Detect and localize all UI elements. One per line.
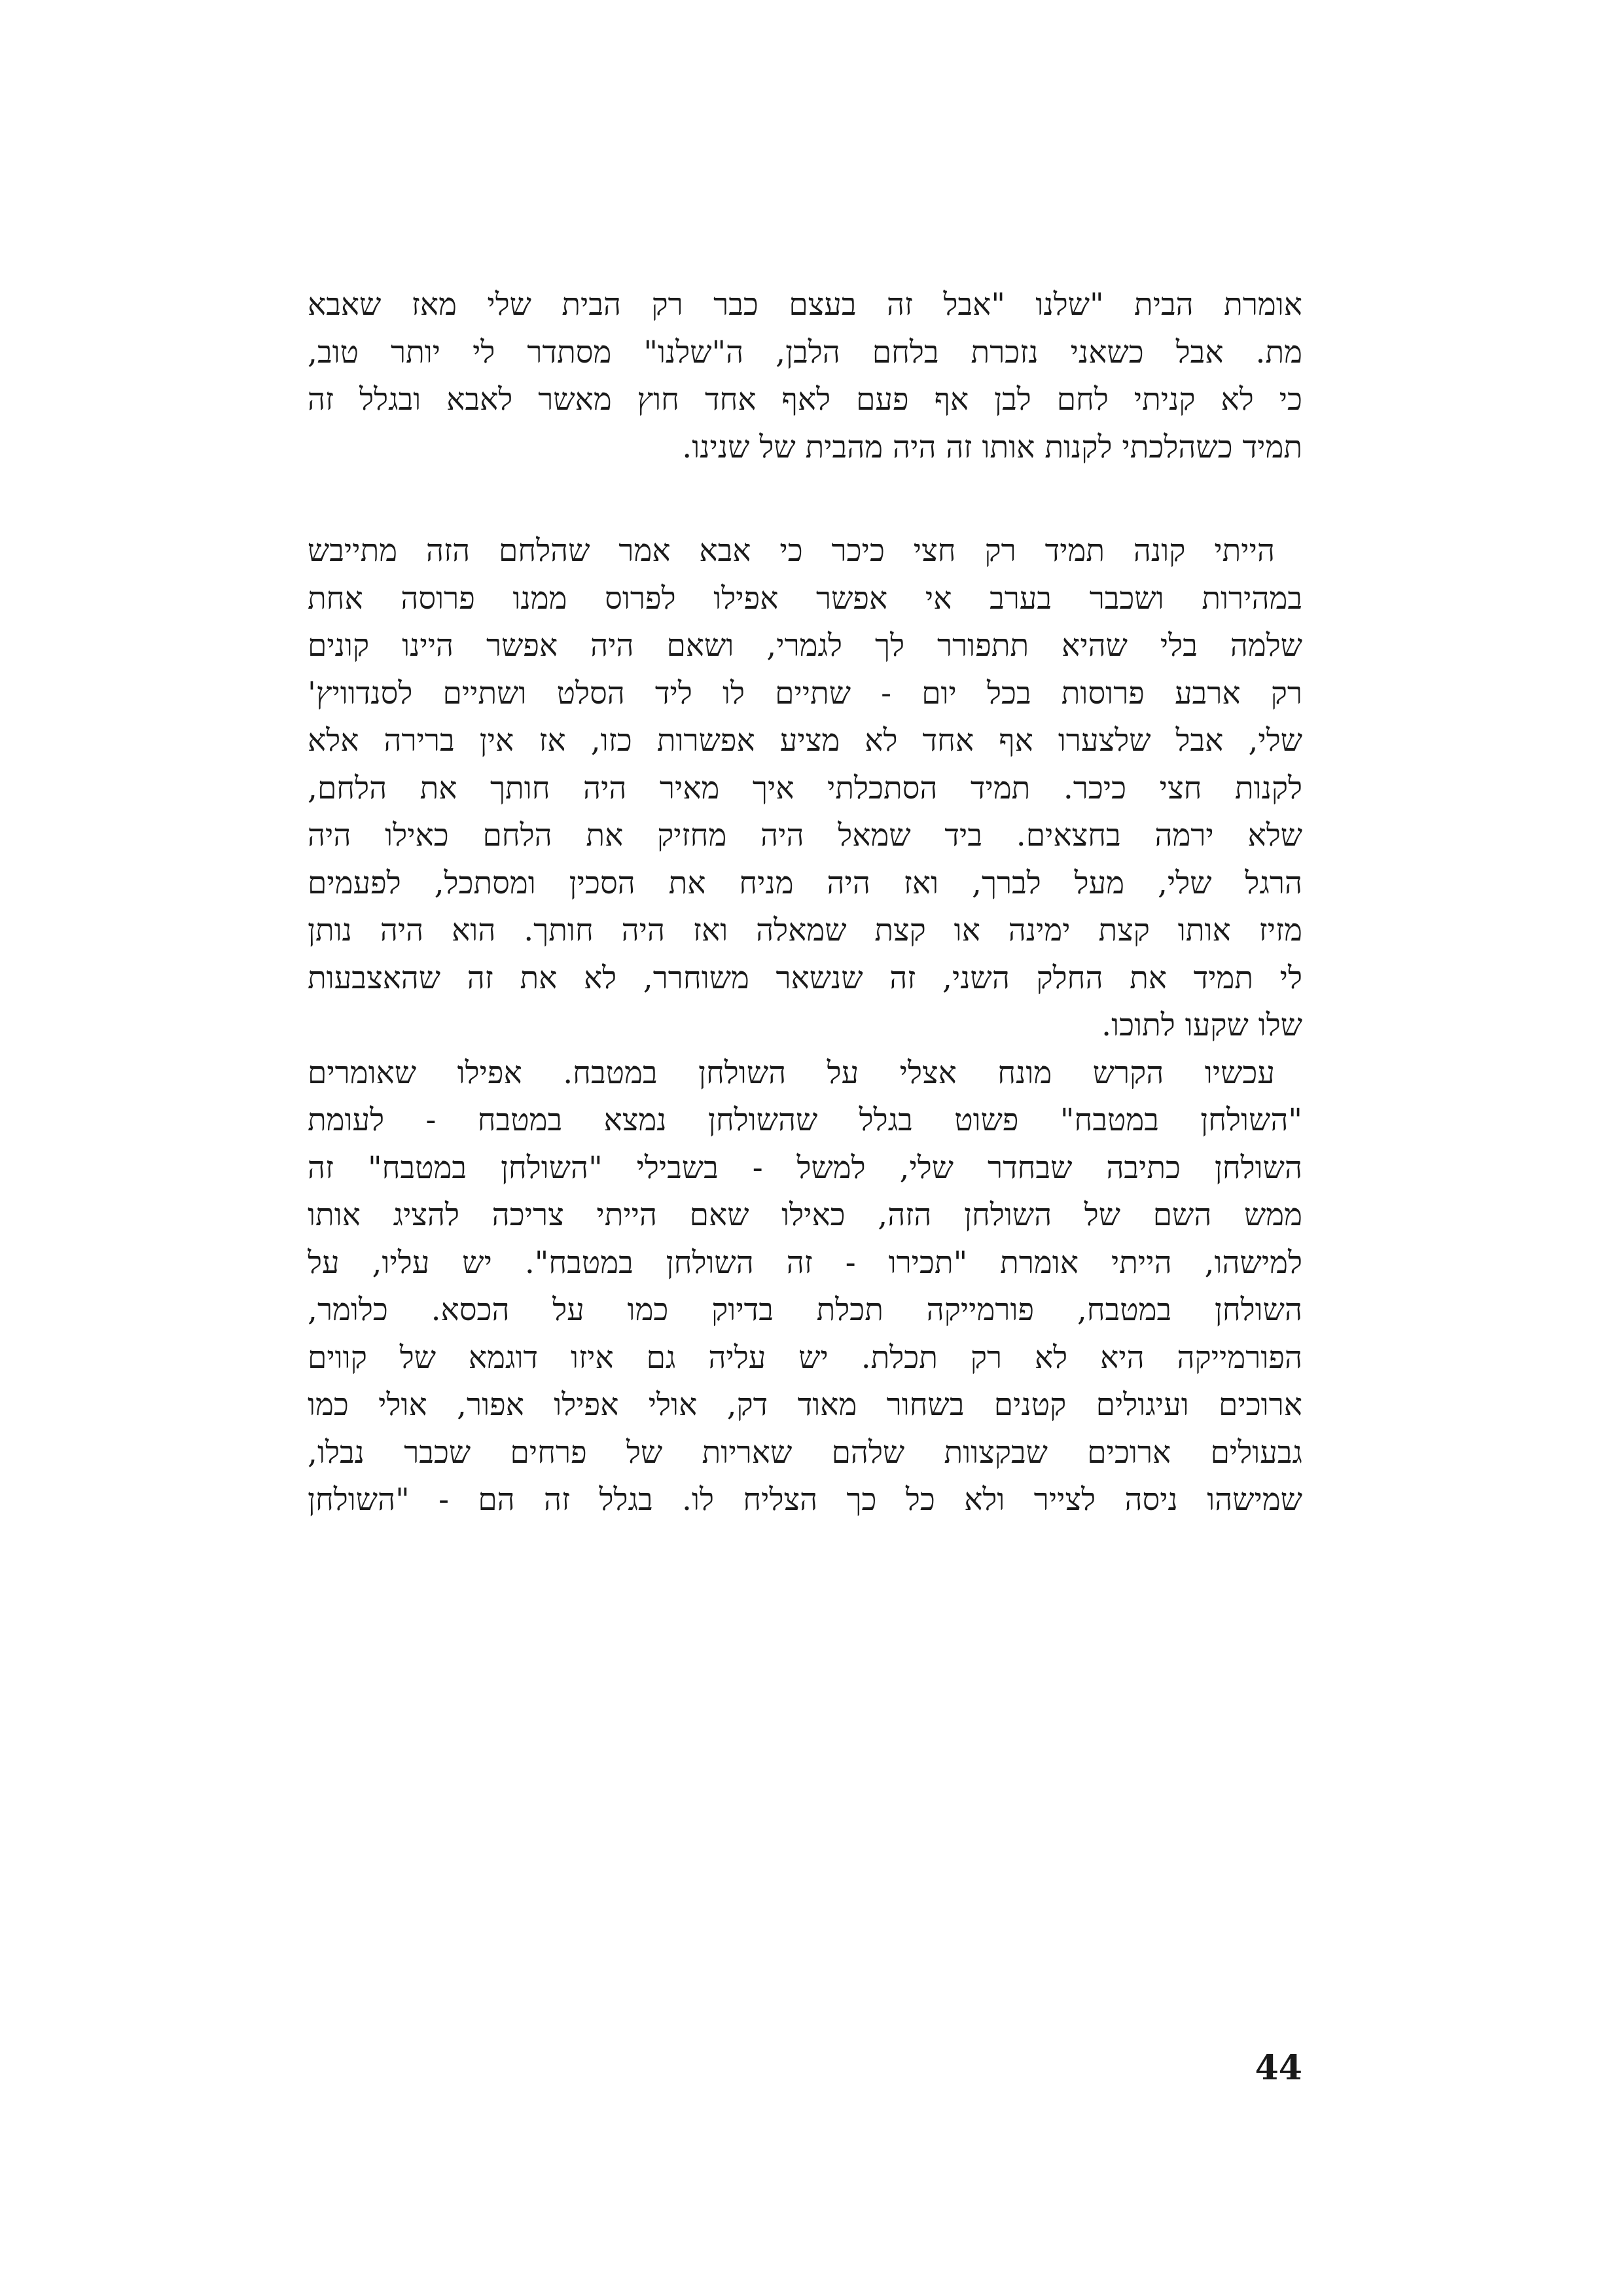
- text-line: השולחן כתיבה שבחדר שלי, למשל - בשבילי "השולחן במטבח" זה: [308, 1149, 1302, 1186]
- text-line: ארוכים ועיגולים קטנים בשחור מאוד דק, אולי אפילו אפור, אולי כמו: [308, 1387, 1302, 1423]
- text-line: השולחן במטבח, פורמייקה תכלת בדיוק כמו על הכסא. כלומר,: [308, 1292, 1302, 1328]
- text-line: רק ארבע פרוסות בכל יום - שתיים לו ליד הסלט ושתיים לסנדוויץ': [308, 675, 1302, 711]
- text-line: הייתי קונה תמיד רק חצי כיכר כי אבא אמר שהלחם הזה מתייבש: [308, 533, 1275, 569]
- page-number: 44: [1255, 2048, 1302, 2088]
- text-line: גבעולים ארוכים שבקצוות שלהם שאריות של פרחים שכבר נבלו,: [308, 1434, 1302, 1471]
- text-line: למישהו, הייתי אומרת "תכירו - זה השולחן במטבח". יש עליו, על: [308, 1244, 1302, 1281]
- paragraph-3: [308, 1050, 1302, 1524]
- text-line: שלא ירמה בחצאים. ביד שמאל היה מחזיק את הלחם כאילו היה: [308, 817, 1302, 853]
- text-line: עכשיו הקרש מונח אצלי על השולחן במטבח. אפילו שאומרים: [308, 1054, 1275, 1091]
- text-line: הפורמייקה היא לא רק תכלת. יש עליה גם איזו דוגמא של קווים: [308, 1339, 1302, 1376]
- text-line: אומרת הבית "שלנו "אבל זה בעצם כבר רק הבית שלי מאז שאבא: [308, 287, 1302, 323]
- text-line: במהירות ושכבר בערב אי אפשר אפילו לפרוס ממנו פרוסה אחת: [308, 580, 1302, 617]
- paragraph-1: [308, 281, 1302, 471]
- body-text: [308, 281, 1302, 1524]
- text-line: שלמה בלי שהיא תתפורר לך לגמרי, ושאם היה אפשר היינו קונים: [308, 628, 1302, 664]
- text-line: הרגל שלי, מעל לברך, ואז היה מניח את הסכין ומסתכל, לפעמים: [308, 865, 1302, 901]
- text-line: מת. אבל כשאני נזכרת בלחם הלבן, ה"שלנו" מסתדר לי יותר טוב,: [308, 334, 1302, 370]
- text-line: ממש השם של השולחן הזה, כאילו שאם הייתי צריכה להציג אותו: [308, 1197, 1302, 1233]
- text-line: לקנות חצי כיכר. תמיד הסתכלתי איך מאיר היה חותך את הלחם,: [308, 770, 1302, 806]
- text-line: כי לא קניתי לחם לבן אף פעם לאף אחד חוץ מאשר לאבא ובגלל זה: [308, 382, 1302, 418]
- text-line: תמיד כשהלכתי לקנות אותו זה היה מהבית של שנינו.: [682, 429, 1302, 465]
- text-line: לי תמיד את החלק השני, זה שנשאר משוחרר, לא את זה שהאצבעות: [308, 960, 1302, 996]
- text-line: שלו שקעו לתוכו.: [1101, 1007, 1302, 1043]
- text-line: שלי, אבל שלצערו אף אחד לא מציע אפשרות כזו, אז אין ברירה אלא: [308, 723, 1302, 759]
- paragraph-spacer: [308, 471, 1302, 528]
- text-line: שמישהו ניסה לצייר ולא כל כך הצליח לו. בגלל זה הם - "השולחן: [308, 1482, 1302, 1518]
- text-line: מזיז אותו קצת ימינה או קצת שמאלה ואז היה חותך. הוא היה נותן: [308, 912, 1302, 948]
- paragraph-2: [308, 528, 1302, 1050]
- text-line: "השולחן במטבח" פשוט בגלל שהשולחן נמצא במטבח - לעומת: [308, 1102, 1302, 1138]
